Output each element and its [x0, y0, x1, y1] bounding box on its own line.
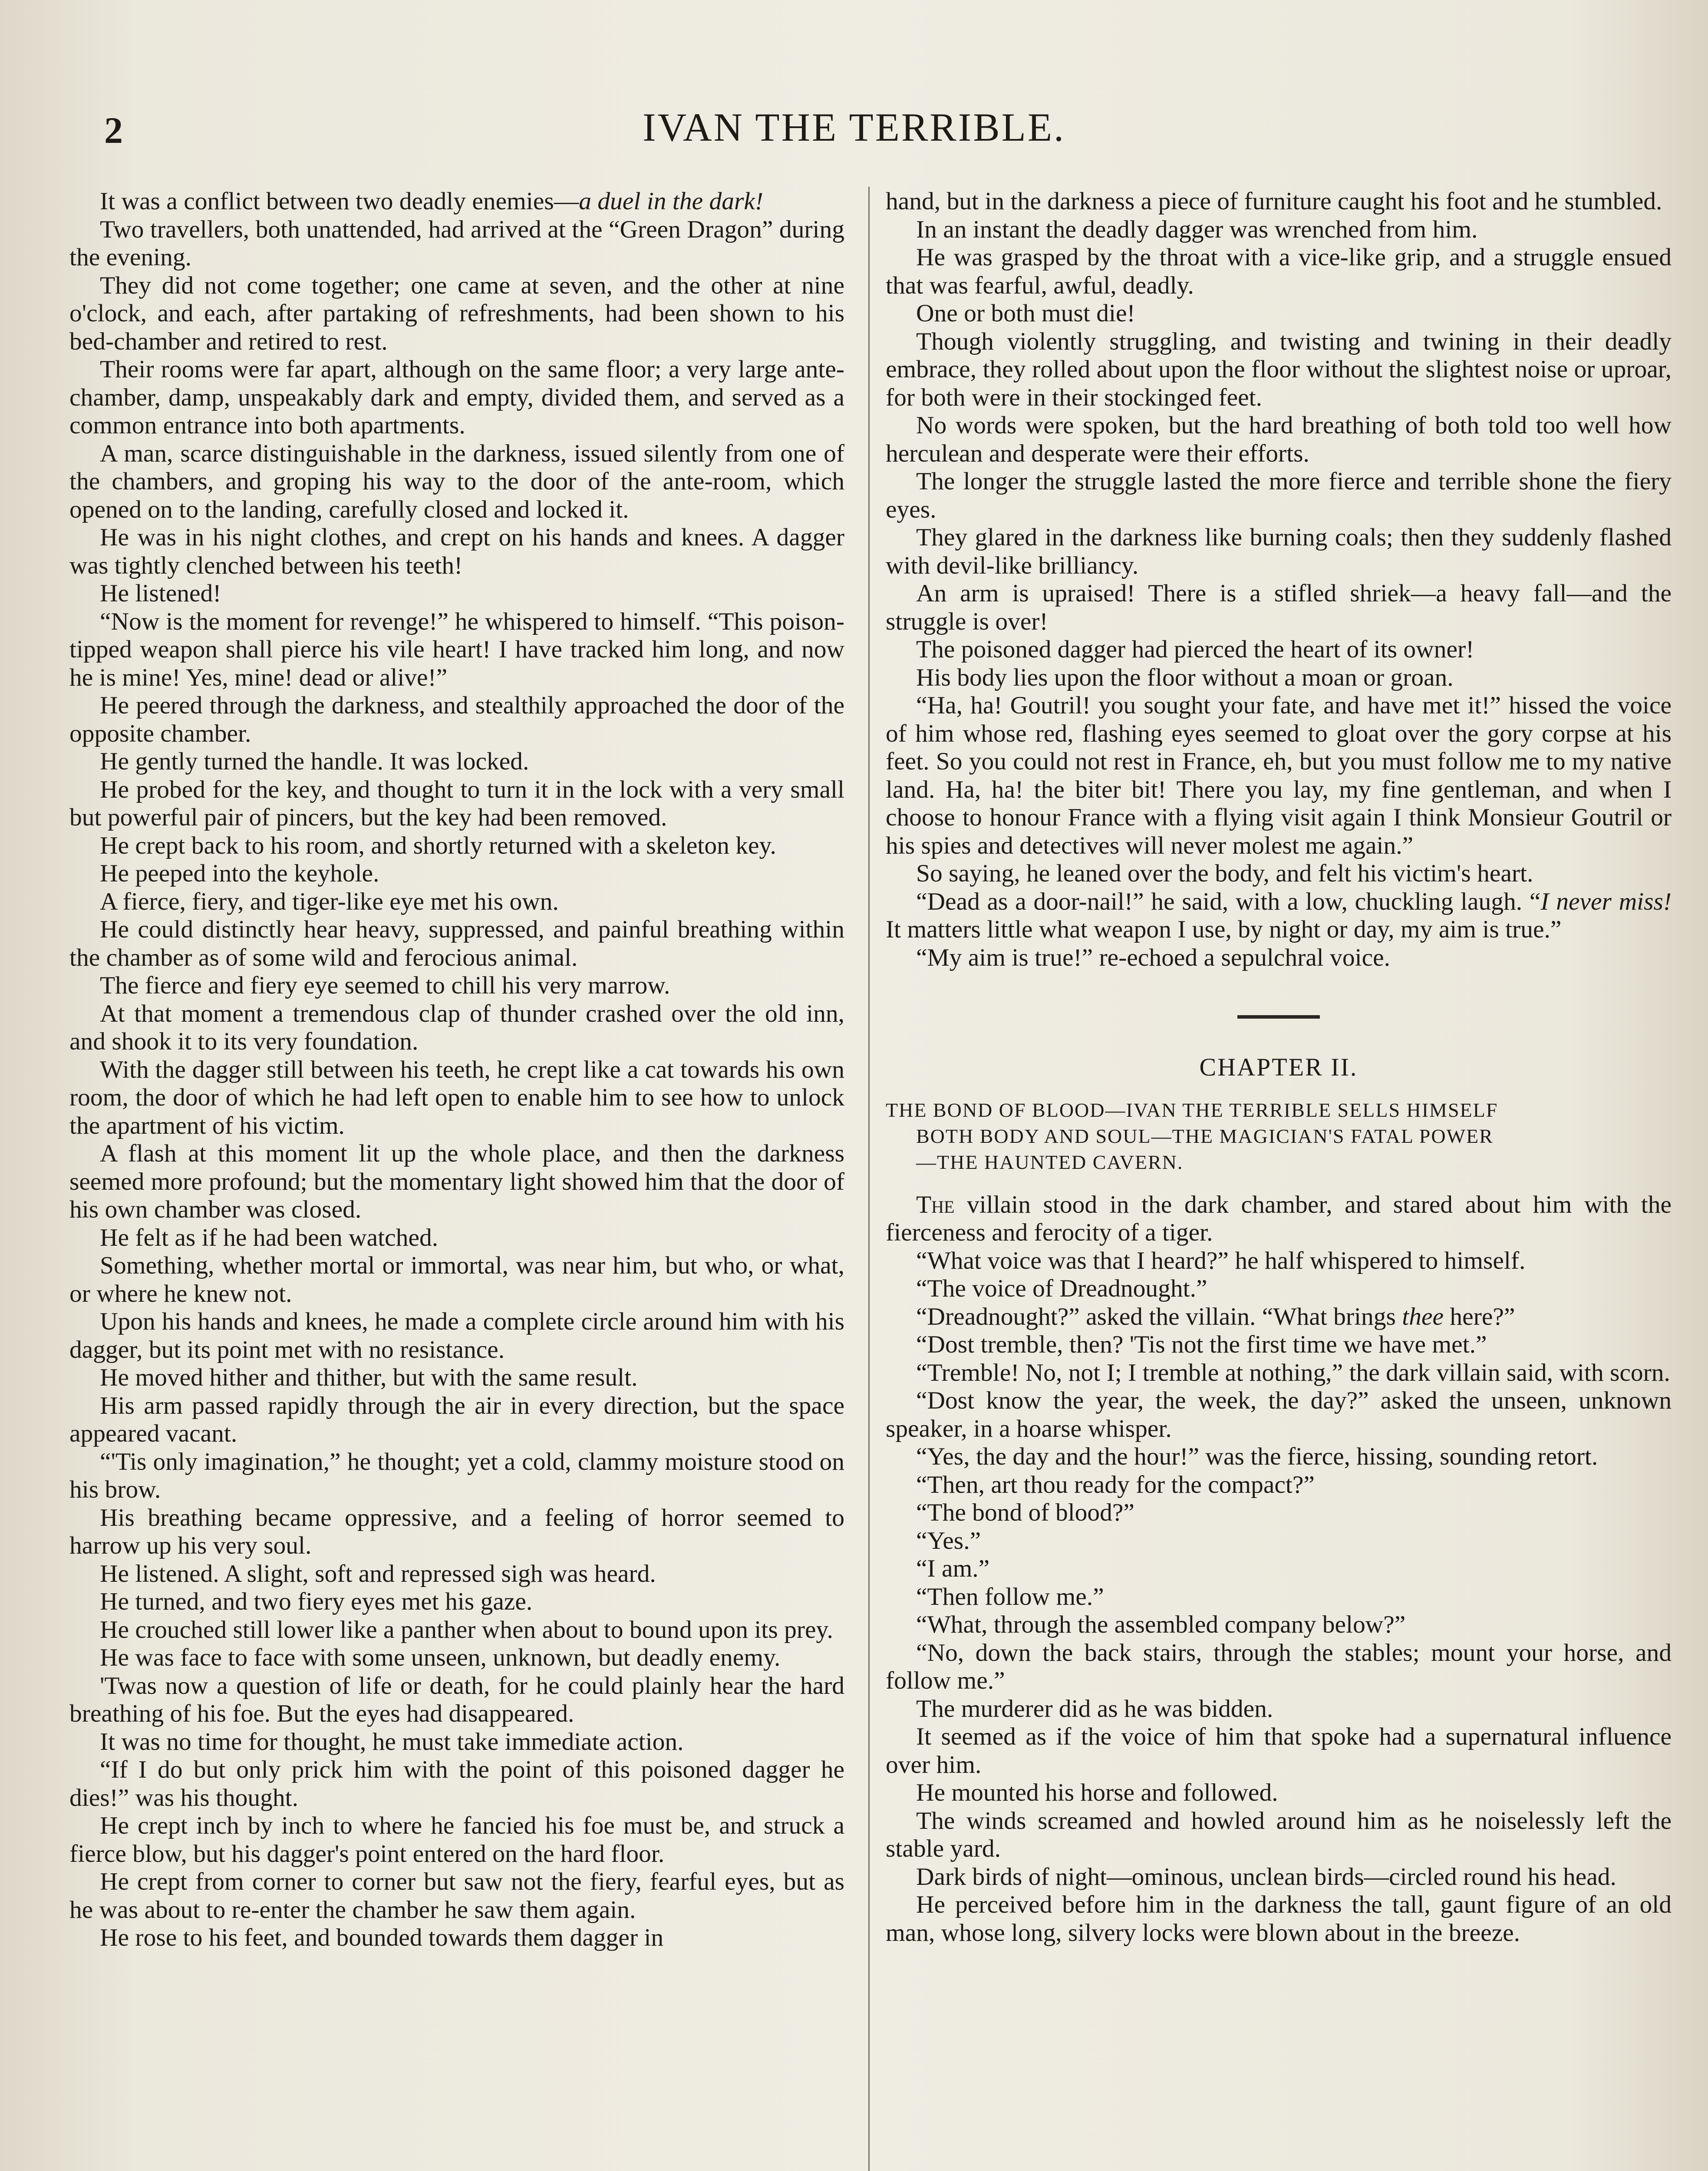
column-divider	[868, 187, 870, 2171]
paragraph-text: hand, but in the darkness a piece of furniture caught his foot and he stumbled.	[886, 188, 1662, 215]
paragraph-text: A fierce, fiery, and tiger-like eye met his own.	[100, 888, 559, 915]
paragraph-text: He peeped into the keyhole.	[100, 860, 379, 887]
paragraph-text: Upon his hands and knees, he made a complete circle around him with his dagger, but its point met with no resistance.	[69, 1308, 844, 1363]
paragraph	[886, 1387, 1672, 1443]
running-title: IVAN THE TERRIBLE.	[642, 105, 1066, 149]
paragraph-italic-text: thee	[1402, 1303, 1444, 1330]
paragraph	[69, 972, 844, 1000]
paragraph	[886, 1555, 1672, 1583]
paragraph	[886, 1191, 1672, 1247]
paragraph	[886, 944, 1672, 972]
paragraph	[69, 188, 844, 216]
left-column	[69, 188, 844, 2171]
paragraph	[886, 412, 1672, 468]
paragraph	[69, 272, 844, 356]
paragraph	[886, 636, 1672, 664]
paragraph	[886, 1247, 1672, 1275]
paragraph	[69, 1448, 844, 1504]
paragraph	[69, 356, 844, 440]
paragraph-text: He turned, and two fiery eyes met his gaze.	[100, 1588, 533, 1615]
paragraph-text: “Now is the moment for revenge!” he whispered to himself. “This poison-tipped weapon shall pierce his vile heart! I have tracked him long, and now he is mine! Yes, mine! dead or alive!”	[69, 607, 844, 691]
paragraph-text: Two travellers, both unattended, had arrived at the “Green Dragon” during the evening.	[69, 215, 844, 271]
paragraph-text: “'Tis only imagination,” he thought; yet a cold, clammy moisture stood on his brow.	[69, 1448, 844, 1503]
paragraph	[886, 580, 1672, 636]
paragraph	[69, 776, 844, 832]
paragraph-italic-text: a duel in the dark!	[579, 188, 764, 215]
paragraph	[69, 692, 844, 748]
paragraph	[886, 1331, 1672, 1359]
paragraph-text: The murderer did as he was bidden.	[916, 1695, 1273, 1722]
chapter-title: CHAPTER II.	[1199, 1053, 1358, 1081]
paragraph	[69, 1812, 844, 1868]
paragraph	[886, 1499, 1672, 1527]
paragraph	[886, 860, 1672, 888]
paragraph-text: He mounted his horse and followed.	[916, 1779, 1278, 1806]
paragraph-text: Something, whether mortal or immortal, was near him, but who, or what, or where he knew not.	[69, 1252, 844, 1307]
paragraph-text: He crept inch by inch to where he fancied his foe must be, and struck a fierce blow, but his dagger's point entered on the hard floor.	[69, 1812, 844, 1867]
paragraph-text: “Yes, the day and the hour!” was the fierce, hissing, sounding retort.	[916, 1443, 1598, 1470]
right-column	[886, 188, 1672, 2171]
paragraph	[69, 1560, 844, 1588]
paragraph	[886, 1303, 1672, 1331]
paragraph-lead-word: The	[916, 1191, 955, 1218]
paragraph	[886, 1863, 1672, 1891]
paragraph-text: Dark birds of night—ominous, unclean birds—circled round his head.	[916, 1863, 1616, 1891]
paragraph	[69, 1056, 844, 1140]
paragraph-text: “The bond of blood?”	[916, 1499, 1134, 1526]
paragraph	[886, 1695, 1672, 1723]
paragraph	[69, 1308, 844, 1364]
paragraph-text: He moved hither and thither, but with the same result.	[100, 1364, 638, 1391]
paragraph-text: They glared in the darkness like burning coals; then they suddenly flashed with devil-like brilliancy.	[886, 524, 1672, 579]
paragraph	[886, 664, 1672, 692]
paragraph	[69, 1504, 844, 1560]
paragraph-text: An arm is upraised! There is a stifled shriek—a heavy fall—and the struggle is over!	[886, 580, 1672, 635]
paragraph	[886, 1779, 1672, 1807]
paragraph-text-after: It matters little what weapon I use, by night or day, my aim is true.”	[886, 916, 1562, 943]
paragraph	[69, 888, 844, 916]
paragraph-text: The winds screamed and howled around him as he noiselessly left the stable yard.	[886, 1807, 1672, 1862]
paragraph-text: He was face to face with some unseen, unknown, but deadly enemy.	[100, 1644, 781, 1671]
paragraph-text: He listened!	[100, 580, 221, 607]
right-column-before-chapter	[886, 188, 1672, 972]
paragraph-text: “I am.”	[916, 1555, 990, 1582]
paragraph	[69, 1644, 844, 1672]
paragraph-text: “No, down the back stairs, through the stables; mount your horse, and follow me.”	[886, 1639, 1672, 1694]
paragraph	[886, 1639, 1672, 1695]
paragraph	[886, 692, 1672, 860]
paragraph-text: “What voice was that I heard?” he half whispered to himself.	[916, 1247, 1526, 1274]
paragraph	[69, 216, 844, 272]
paragraph-text: His breathing became oppressive, and a feeling of horror seemed to harrow up his very soul.	[69, 1504, 844, 1559]
paragraph	[886, 188, 1672, 216]
paragraph	[69, 1756, 844, 1812]
paragraph-text: The longer the struggle lasted the more fierce and terrible shone the fiery eyes.	[886, 468, 1672, 523]
paragraph-text: He probed for the key, and thought to turn it in the lock with a very small but powerful pair of pincers, but the key had been removed.	[69, 775, 844, 831]
paragraph-text: His arm passed rapidly through the air in every direction, but the space appeared vacant.	[69, 1392, 844, 1447]
paragraph	[886, 328, 1672, 412]
paragraph	[886, 1611, 1672, 1639]
paragraph	[69, 916, 844, 972]
paragraph	[886, 468, 1672, 524]
paragraph-text: The poisoned dagger had pierced the heart of its owner!	[916, 636, 1474, 663]
page-number: 2	[104, 109, 123, 151]
paragraph-text: “Dost tremble, then? 'Tis not the first time we have met.”	[916, 1331, 1487, 1358]
paragraph	[69, 1140, 844, 1224]
paragraph	[69, 1364, 844, 1392]
paragraph	[69, 748, 844, 776]
paragraph	[886, 1583, 1672, 1611]
paragraph-text: “Dost know the year, the week, the day?” asked the unseen, unknown speaker, in a hoarse whisper.	[886, 1387, 1672, 1442]
chapter-summary-line-1: THE BOND OF BLOOD—IVAN THE TERRIBLE SELLS HIMSELF	[886, 1099, 1498, 1121]
paragraph	[886, 1723, 1672, 1779]
page-header	[65, 104, 1643, 165]
paragraph-text: He was in his night clothes, and crept on his hands and knees. A dagger was tightly clenched between his teeth!	[69, 524, 844, 579]
paragraph	[886, 216, 1672, 244]
paragraph	[886, 1275, 1672, 1303]
paragraph	[69, 1672, 844, 1728]
paragraph-text: “Dreadnought?” asked the villain. “What brings	[916, 1303, 1402, 1330]
paragraph-italic-text: I never miss!	[1540, 888, 1672, 915]
paragraph-text: The fierce and fiery eye seemed to chill his very marrow.	[100, 972, 670, 999]
paragraph	[69, 1392, 844, 1448]
paragraph	[886, 888, 1672, 944]
paragraph	[69, 1000, 844, 1056]
paragraph-text: “My aim is true!” re-echoed a sepulchral voice.	[916, 944, 1390, 971]
paragraph	[886, 1527, 1672, 1555]
paragraph	[69, 1588, 844, 1616]
paragraph	[886, 1359, 1672, 1387]
paragraph	[69, 1252, 844, 1308]
paragraph	[69, 860, 844, 888]
paragraph-text: He was grasped by the throat with a vice-like grip, and a struggle ensued that was fearful, awful, deadly.	[886, 244, 1672, 299]
paragraph-text: He felt as if he had been watched.	[100, 1224, 439, 1251]
paragraph-text: In an instant the deadly dagger was wrenched from him.	[916, 215, 1478, 243]
chapter-summary-line-3: —THE HAUNTED CAVERN.	[916, 1151, 1184, 1173]
paragraph-text: He listened. A slight, soft and repressed sigh was heard.	[100, 1560, 656, 1587]
chapter-summary-line-2: BOTH BODY AND SOUL—THE MAGICIAN'S FATAL POWER	[916, 1125, 1494, 1147]
paragraph	[886, 1471, 1672, 1499]
paragraph-text: They did not come together; one came at seven, and the other at nine o'clock, and each, after partaking of refreshments, had been shown to his bed-chamber and retired to rest.	[69, 271, 844, 355]
paragraph	[69, 440, 844, 524]
paragraph	[69, 1616, 844, 1644]
paragraph	[886, 1891, 1672, 1947]
paragraph-text: Their rooms were far apart, although on the same floor; a very large ante-chamber, damp, unspeakably dark and empty, divided them, and served as a common entrance into both apartments.	[69, 356, 844, 439]
paragraph-text: “The voice of Dreadnought.”	[916, 1275, 1207, 1302]
paragraph-text: “Dead as a door-nail!” he said, with a low, chuckling laugh. “	[916, 888, 1541, 915]
paragraph-text: He could distinctly hear heavy, suppressed, and painful breathing within the chamber as of some wild and ferocious animal.	[69, 916, 844, 971]
paragraph-text: “What, through the assembled company below?”	[916, 1611, 1406, 1638]
paragraph-text: “If I do but only prick him with the point of this poisoned dagger he dies!” was his thought.	[69, 1756, 844, 1811]
paragraph-text: “Tremble! No, not I; I tremble at nothing,” the dark villain said, with scorn.	[916, 1359, 1670, 1386]
paragraph-text: It seemed as if the voice of him that spoke had a supernatural influence over him.	[886, 1723, 1672, 1778]
paragraph-text-after: here?”	[1444, 1303, 1515, 1330]
paragraph-text: His body lies upon the floor without a moan or groan.	[916, 663, 1454, 691]
paragraph-text: So saying, he leaned over the body, and felt his victim's heart.	[916, 860, 1533, 887]
paragraph-text: He perceived before him in the darkness the tall, gaunt figure of an old man, whose long, silvery locks were blown about in the breeze.	[886, 1891, 1672, 1947]
paragraph-text: He gently turned the handle. It was locked.	[100, 748, 529, 775]
paragraph	[886, 300, 1672, 328]
chapter-separator-rule	[1237, 1015, 1320, 1019]
paragraph-text: He rose to his feet, and bounded towards them dagger in	[100, 1924, 664, 1951]
paragraph	[69, 1224, 844, 1252]
paragraph-text: It was no time for thought, he must take immediate action.	[100, 1728, 684, 1755]
paragraph-text: villain stood in the dark chamber, and stared about him with the fierceness and ferocity of a tiger.	[886, 1191, 1672, 1246]
paragraph-text: It was a conflict between two deadly enemies—	[100, 188, 579, 215]
paragraph	[886, 1807, 1672, 1863]
paragraph-text: Though violently struggling, and twisting and twining in their deadly embrace, they rolled about upon the floor without the slightest noise or uproar, for both were in their stockinged feet.	[886, 327, 1672, 411]
paragraph-text: No words were spoken, but the hard breathing of both told too well how herculean and desperate were their efforts.	[886, 412, 1672, 467]
chapter-summary	[886, 1097, 1672, 1175]
paragraph-text: “Ha, ha! Goutril! you sought your fate, and have met it!” hissed the voice of him whose red, flashing eyes seemed to gloat over the gory corpse at his feet. So you could not rest in France, eh, but you must follow me to my native land. Ha, ha! the biter bit! There you lay, my fine gentleman, and when I choose to honour France with a flying visit again I think Monsieur Goutril or his spies and detectives will never molest me again.”	[886, 692, 1672, 859]
paragraph-text: “Yes.”	[916, 1527, 981, 1554]
paragraph	[886, 244, 1672, 300]
paragraph	[886, 524, 1672, 580]
paragraph	[69, 1924, 844, 1952]
paragraph	[69, 524, 844, 580]
paragraph-text: He crouched still lower like a panther when about to bound upon its prey.	[100, 1616, 833, 1643]
paragraph-text: At that moment a tremendous clap of thunder crashed over the old inn, and shook it to its very foundation.	[69, 1000, 844, 1055]
paragraph	[69, 832, 844, 860]
paragraph-text: With the dagger still between his teeth, he crept like a cat towards his own room, the door of which he had left open to enable him to see how to unlock the apartment of his victim.	[69, 1056, 844, 1139]
paragraph	[69, 1728, 844, 1756]
paragraph	[69, 608, 844, 692]
paragraph-text: 'Twas now a question of life or death, for he could plainly hear the hard breathing of his foe. But the eyes had disappeared.	[69, 1672, 844, 1727]
paragraph-text: A man, scarce distinguishable in the darkness, issued silently from one of the chambers, and groping his way to the door of the ante-room, which opened on to the landing, carefully closed and locked it.	[69, 439, 844, 523]
paragraph	[886, 1443, 1672, 1471]
paragraph-text: He peered through the darkness, and stealthily approached the door of the opposite chamber.	[69, 692, 844, 747]
paragraph	[69, 580, 844, 608]
paragraph	[69, 1868, 844, 1924]
paragraph-text: “Then follow me.”	[916, 1583, 1104, 1610]
paragraph-text: “Then, art thou ready for the compact?”	[916, 1471, 1315, 1498]
paragraph-text: He crept back to his room, and shortly returned with a skeleton key.	[100, 831, 776, 859]
paragraph-text: He crept from corner to corner but saw not the fiery, fearful eyes, but as he was about to re-enter the chamber he saw them again.	[69, 1868, 844, 1924]
paragraph-text: One or both must die!	[916, 300, 1135, 327]
right-column-after-chapter	[886, 1191, 1672, 1947]
paragraph-text: A flash at this moment lit up the whole place, and then the darkness seemed more profound; but the momentary light showed him that the door of his own chamber was closed.	[69, 1140, 844, 1223]
